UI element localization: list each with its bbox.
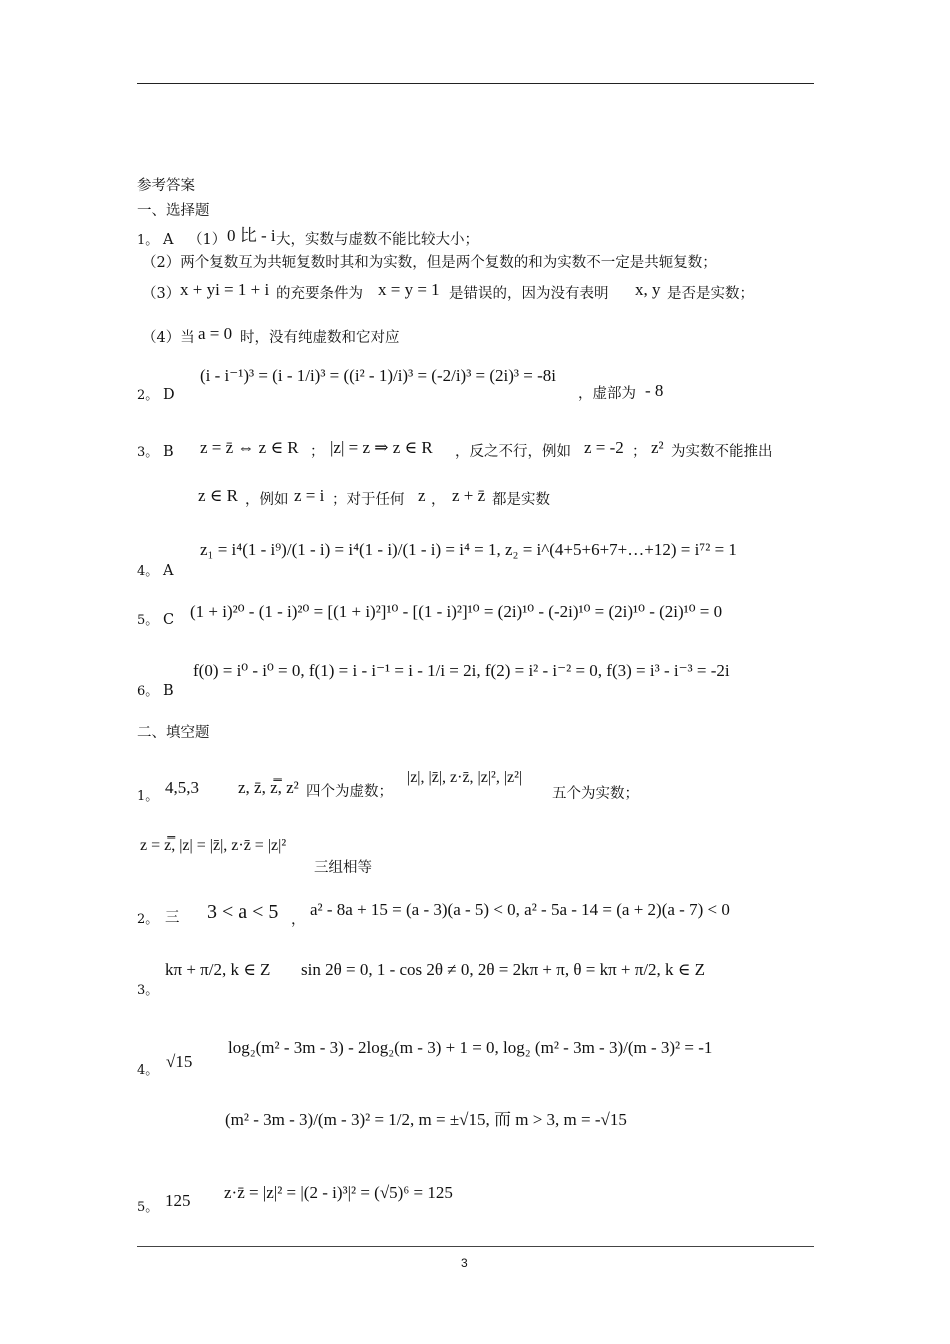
f1-math3: z = z̿, |z| = |z̄|, z·z̄ = |z|²: [140, 837, 287, 854]
q1-answer: A: [163, 232, 174, 248]
q1-number: 1。: [137, 233, 159, 248]
f3-math1: kπ + π/2, k ∈ Z: [165, 960, 271, 979]
q3-math6: z = i: [294, 486, 325, 505]
q6-math: f(0) = i⁰ - i⁰ = 0, f(1) = i - i⁻¹ = i - 1/i = 2i, f(2) = i² - i⁻² = 0, f(3) = i³ - i⁻³ = -2i: [193, 661, 730, 680]
q3-text1: ；: [310, 444, 325, 460]
q1-line1-text: 大，实数与虚数不能比较大小；: [276, 232, 479, 248]
q3-math7: z: [418, 486, 426, 505]
q3-number: 3。: [137, 445, 159, 460]
q3-text8: 都是实数: [492, 492, 550, 508]
q2-math: (i - i⁻¹)³ = (i - 1/i)³ = ((i² - 1)/i)³ = (-2/i)³ = (2i)³ = -8i: [200, 366, 557, 385]
f3-number: 3。: [137, 983, 159, 998]
q3-math8: z + z̄: [452, 486, 486, 505]
q2-value: - 8: [645, 381, 664, 400]
q5-number: 5。: [137, 613, 159, 628]
f1-text2: 五个为实数；: [552, 786, 639, 802]
q1-line2: （2）两个复数互为共轭复数时其和为实数，但是两个复数的和为实数不一定是共轭复数；: [142, 255, 717, 271]
q3-math5: z ∈ R: [198, 486, 238, 505]
q4-number: 4。: [137, 564, 159, 579]
q3-math1: z = z̄ ⇔ z ∈ R: [200, 438, 299, 457]
f1-math1: z, z̄, z̿, z²: [238, 778, 299, 797]
f4-answer: √15: [166, 1052, 193, 1071]
f2-answer: 三: [165, 910, 180, 926]
q5-answer: C: [163, 612, 175, 628]
q1-line4-math: a = 0: [198, 324, 233, 343]
f3-math2: sin 2θ = 0, 1 - cos 2θ ≠ 0, 2θ = 2kπ + π, θ = kπ + π/2, k ∈ Z: [301, 960, 706, 979]
q5-math: (1 + i)²⁰ - (1 - i)²⁰ = [(1 + i)²]¹⁰ - [(1 - i)²]¹⁰ = (2i)¹⁰ - (-2i)¹⁰ = (2i)¹⁰ - (2i)¹⁰ = 0: [190, 602, 723, 621]
q3-text2: ，反之不行，例如: [455, 444, 571, 460]
f1-number: 1。: [137, 789, 159, 804]
f2-text1: ，: [291, 912, 306, 928]
header-rule: [137, 83, 814, 84]
q2-answer: D: [163, 387, 175, 403]
answers-heading: 参考答案: [137, 178, 195, 194]
f2-math2: a² - 8a + 15 = (a - 3)(a - 5) < 0, a² - 5a - 14 = (a + 2)(a - 7) < 0: [310, 900, 730, 919]
q1-line4-text: 时，没有纯虚数和它对应: [240, 330, 400, 346]
f5-answer: 125: [165, 1191, 191, 1210]
q1-line4-prefix: （4）当: [142, 330, 195, 346]
q1-line3-text2: 是错误的，因为没有表明: [449, 286, 609, 302]
q1-line3-math1: x + yi = 1 + i: [180, 280, 270, 299]
footer-rule: [137, 1246, 814, 1247]
f1-text3: 三组相等: [314, 860, 372, 876]
f4-math2: (m² - 3m - 3)/(m - 3)² = 1/2, m = ±√15, 而 m > 3, m = -√15: [225, 1110, 627, 1129]
q1-line1-prefix: （1）: [188, 232, 227, 248]
q3-math4: z²: [651, 438, 664, 457]
q4-answer: A: [163, 563, 174, 579]
q3-text4: 为实数不能推出: [671, 444, 773, 460]
f5-number: 5。: [137, 1200, 159, 1215]
q3-text6: ；对于任何: [332, 492, 405, 508]
q3-text7: ，: [431, 492, 446, 508]
f5-math: z·z̄ = |z|² = |(2 - i)³|² = (√5)⁶ = 125: [224, 1183, 453, 1202]
q1-line3-math2: x = y = 1: [378, 280, 440, 299]
f2-math1: 3 < a < 5: [207, 901, 279, 923]
f4-number: 4。: [137, 1063, 159, 1078]
q2-text: ，虚部为: [578, 386, 636, 402]
section-fill-title: 二、填空题: [137, 725, 210, 741]
f1-answer: 4,5,3: [165, 778, 199, 797]
page-number: 3: [461, 1256, 468, 1270]
f2-number: 2。: [137, 912, 159, 927]
q3-text5: ，例如: [245, 492, 289, 508]
section-choice-title: 一、选择题: [137, 203, 210, 219]
q3-text3: ；: [632, 444, 647, 460]
f4-math1: log₂(m² - 3m - 3) - 2log₂(m - 3) + 1 = 0, log₂ (m² - 3m - 3)/(m - 3)² = -1: [228, 1038, 713, 1057]
q2-number: 2。: [137, 388, 159, 403]
q3-math3: z = -2: [584, 438, 624, 457]
q1-line1-math: 0 比 - i: [227, 226, 276, 245]
q1-line3-prefix: （3）: [142, 286, 181, 302]
f1-math2: |z|, |z̄|, z·z̄, |z|², |z²|: [407, 769, 523, 786]
q1-line3-text3: 是否是实数；: [667, 286, 754, 302]
q6-number: 6。: [137, 684, 159, 699]
q3-answer: B: [163, 444, 174, 460]
f1-text1: 四个为虚数；: [306, 784, 393, 800]
q1-line3-math3: x, y: [635, 280, 661, 299]
q1-line3-text1: 的充要条件为: [276, 286, 363, 302]
q6-answer: B: [163, 683, 174, 699]
q4-math: z₁ = i⁴(1 - i⁹)/(1 - i) = i⁴(1 - i)/(1 - i) = i⁴ = 1, z₂ = i^(4+5+6+7+…+12) = i⁷² = 1: [200, 540, 737, 559]
q3-math2: |z| = z ⇒ z ∈ R: [330, 438, 433, 457]
